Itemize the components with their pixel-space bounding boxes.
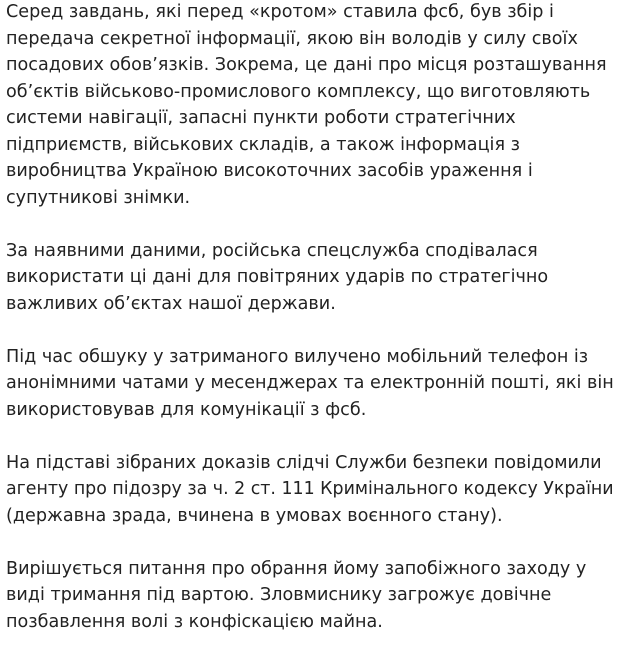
paragraph-espionage-tasks (6, 0, 619, 211)
text-line: виді тримання під вартою. Зловмиснику загрожує довічне (6, 585, 552, 605)
text-line: (державна зрада, вчинена в умовах воєнного стану). (6, 505, 503, 526)
text-line: важливих об’єктах нашої держави. (6, 293, 336, 314)
paragraph-preventive-measure (6, 556, 619, 636)
paragraph-search (6, 344, 619, 424)
text-line: Під час обшуку у затриманого вилучено мобільний телефон із (6, 346, 589, 367)
text-line: агенту про підозру за ч. 2 ст. 111 Кримінального кодексу України (6, 479, 614, 499)
text-line: передача секретної інформації, якою він володів у силу своїх (6, 28, 578, 49)
text-line: позбавлення волі з конфіскацією майна. (6, 611, 383, 632)
paragraph-air-strikes (6, 238, 619, 318)
text-line: На підставі зібраних доказів слідчі Служби безпеки повідомили (6, 452, 602, 473)
text-line: анонімними чатами у месенджерах та електронній пошті, які він (6, 373, 614, 393)
text-line: Серед завдань, які перед «кротом» ставила фсб, був збір і (6, 2, 554, 22)
text-line: Вирішується питання про обрання йому запобіжного заходу у (6, 558, 587, 579)
text-line: використати ці дані для повітряних ударів по стратегічно (6, 267, 549, 287)
text-line: виробництва Україною високоточних засобів ураження і (6, 161, 533, 181)
text-line: підприємств, військових складів, а також інформація з (6, 134, 520, 155)
text-line: об’єктів військово-промислового комплексу, що виготовляють (6, 81, 591, 102)
text-line: посадових обов’язків. Зокрема, це дані про місця розташування (6, 55, 607, 75)
text-line: використовував для комунікації з фсб. (6, 399, 367, 420)
paragraph-suspicion (6, 450, 619, 530)
text-line: системи навігації, запасні пункти роботи стратегічних (6, 108, 516, 128)
text-line: За наявними даними, російська спецслужба сподівалася (6, 240, 538, 261)
text-line: супутникові знімки. (6, 187, 191, 208)
